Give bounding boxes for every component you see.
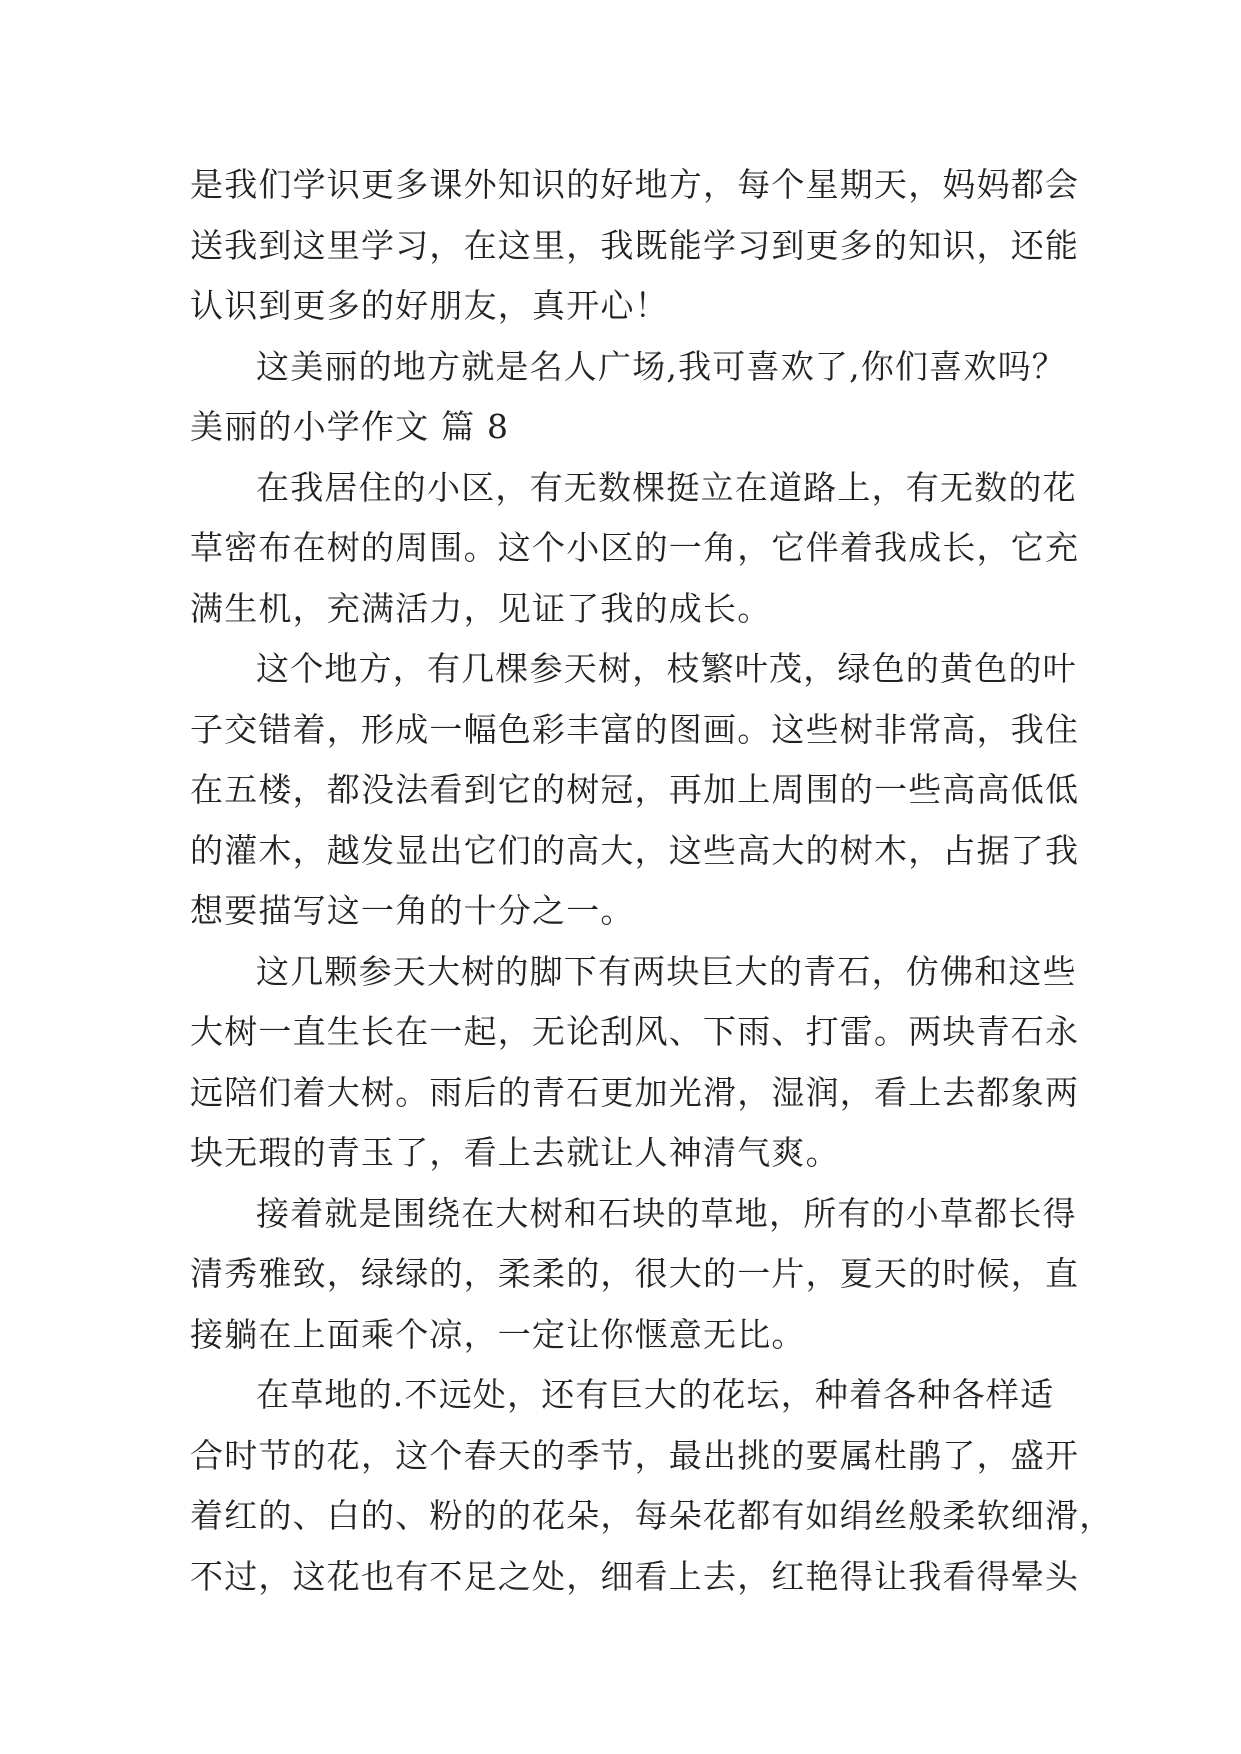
text-line: 是我们学识更多课外知识的好地方，每个星期天，妈妈都会 <box>190 165 1080 204</box>
text-line: 在我居住的小区，有无数棵挺立在道路上，有无数的花 <box>256 467 1077 507</box>
section-heading: 美丽的小学作文 篇 8 <box>190 407 510 446</box>
text-line: 远陪们着大树。雨后的青石更加光滑，湿润，看上去都象两 <box>190 1072 1080 1112</box>
text-line: 大树一直生长在一起，无论刮风、下雨、打雷。两块青石永 <box>190 1012 1080 1051</box>
text-line: 不过，这花也有不足之处，细看上去，红艳得让我看得晕头 <box>190 1556 1080 1596</box>
text-line: 接躺在上面乘个凉，一定让你惬意无比。 <box>190 1314 806 1354</box>
text-line: 合时节的花，这个春天的季节，最出挑的要属杜鹃了，盛开 <box>190 1435 1080 1475</box>
text-line: 想要描写这一角的十分之一。 <box>190 891 635 930</box>
text-line: 这美丽的地方就是名人广场,我可喜欢了,你们喜欢吗？ <box>256 346 1066 386</box>
text-line: 接着就是围绕在大树和石块的草地，所有的小草都长得 <box>256 1193 1077 1233</box>
text-line: 的灌木，越发显出它们的高大，这些高大的树木，占据了我 <box>190 830 1080 870</box>
text-line: 这个地方，有几棵参天树，枝繁叶茂，绿色的黄色的叶 <box>256 649 1077 688</box>
text-line: 块无瑕的青玉了，看上去就让人神清气爽。 <box>190 1133 840 1172</box>
text-line: 在五楼，都没法看到它的树冠，再加上周围的一些高高低低 <box>190 770 1080 809</box>
text-line: 这几颗参天大树的脚下有两块巨大的青石，仿佛和这些 <box>256 951 1077 991</box>
text-line: 认识到更多的好朋友，真开心！ <box>190 286 669 325</box>
text-line: 着红的、白的、粉的的花朵，每朵花都有如绢丝般柔软细滑， <box>190 1496 1114 1535</box>
text-line: 送我到这里学习，在这里，我既能学习到更多的知识，还能 <box>190 225 1080 265</box>
text-line: 清秀雅致，绿绿的，柔柔的，很大的一片，夏天的时候，直 <box>190 1254 1080 1293</box>
text-line: 草密布在树的周围。这个小区的一角，它伴着我成长，它充 <box>190 528 1080 567</box>
document-body <box>190 155 1114 1607</box>
text-line: 子交错着，形成一幅色彩丰富的图画。这些树非常高，我住 <box>190 709 1080 749</box>
text-line: 在草地的.不远处，还有巨大的花坛，种着各种各样适 <box>256 1375 1055 1414</box>
text-line: 满生机，充满活力，见证了我的成长。 <box>190 588 772 628</box>
